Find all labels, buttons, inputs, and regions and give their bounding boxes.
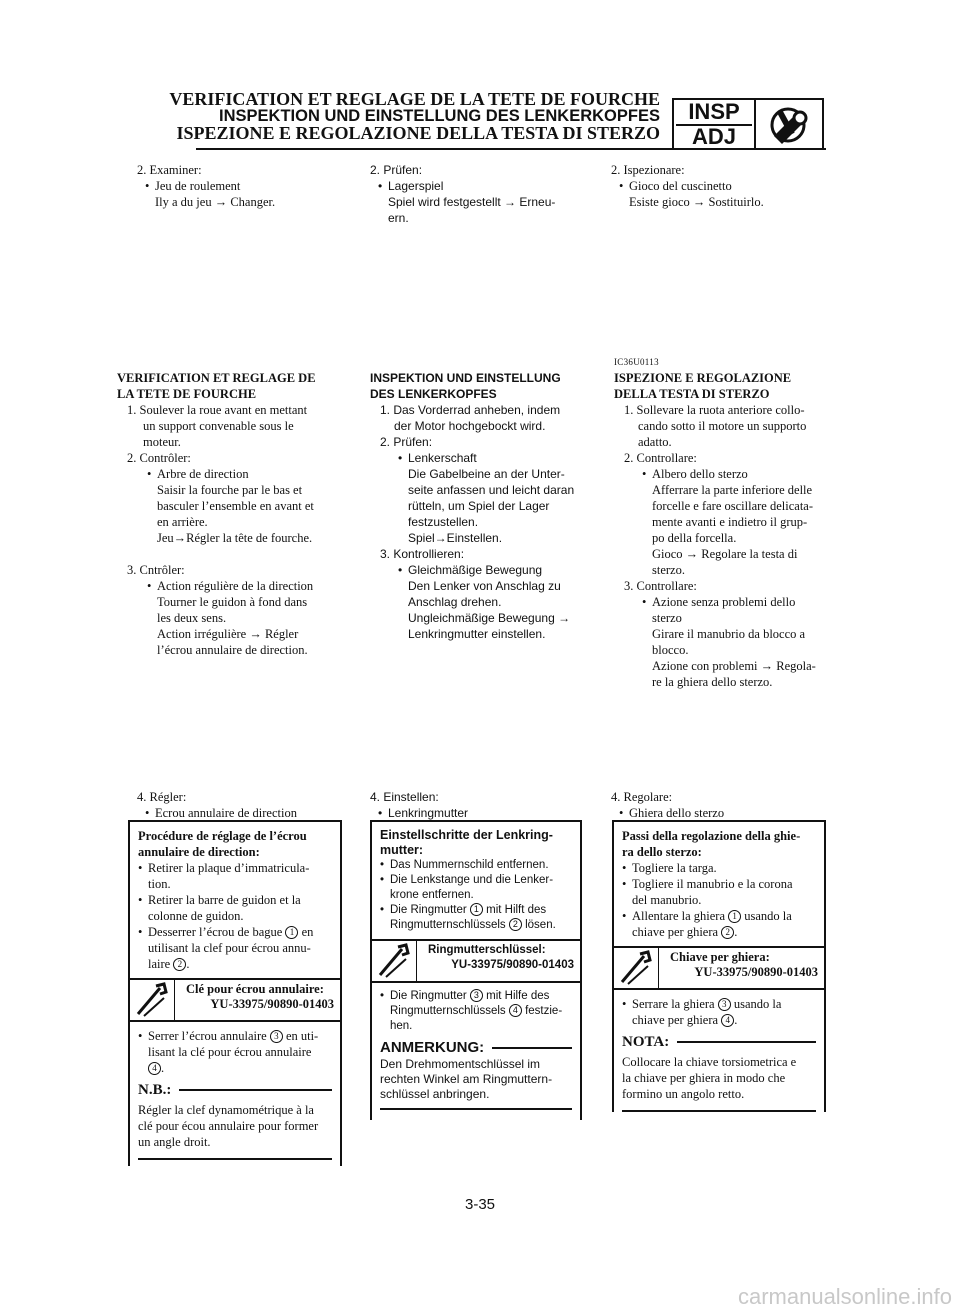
- fr-line: moteur.: [143, 435, 181, 449]
- fr-line: l’écrou annulaire de direction.: [157, 643, 308, 657]
- fr-line: 1. Soulever la roue avant en mettant: [127, 403, 308, 417]
- fr-line: basculer l’ensemble en avant et: [157, 499, 314, 513]
- de-box-item: • Die Lenkstange und die Lenker-: [390, 873, 572, 888]
- badge-insp: INSP: [676, 100, 752, 126]
- it-line: Afferrare la parte inferiore delle: [652, 483, 813, 497]
- de-note-line: schlüssel anbringen.: [380, 1087, 490, 1101]
- de-box-after-line: Ringmutternschlüssels: [390, 1005, 506, 1017]
- de-line: seite anfassen und leicht daran: [408, 483, 575, 497]
- title-french: VERIFICATION ET REGLAGE DE LA TETE DE FOURCHE: [169, 89, 660, 109]
- fr-line: les deux sens.: [157, 611, 227, 625]
- it-step2: [611, 162, 826, 210]
- fr-box-item: laire: [148, 957, 171, 971]
- fr-note-heading: [138, 1082, 332, 1098]
- de-box-title: mutter:: [380, 843, 424, 857]
- it-box-item: del manubrio.: [632, 893, 702, 907]
- fr-line: Tourner le guidon à fond dans: [157, 595, 308, 609]
- it-step2-action: Esiste gioco → Sostituirlo.: [629, 195, 764, 209]
- wrench-icon: [372, 941, 417, 981]
- de-box-after-line: mit Hilfe des: [486, 990, 550, 1002]
- fr-tool-name: Clé pour écrou annulaire:: [186, 982, 324, 996]
- callout-2: 2: [721, 926, 734, 939]
- it-note-label: NOTA:: [622, 1034, 670, 1050]
- de-line: Anschlag drehen.: [408, 595, 502, 609]
- it-box-item: usando la: [744, 909, 792, 923]
- de-line: Die Gabelbeine an der Unter-: [408, 467, 565, 481]
- it-box-title: ra dello sterzo:: [622, 845, 702, 859]
- fr-line: Action irrégulière → Régler: [157, 627, 299, 641]
- de-section-title: [370, 370, 585, 402]
- fr-step2-item: • Jeu de roulement: [155, 178, 347, 194]
- it-line: 2. Controllare:: [624, 451, 697, 465]
- callout-4: 4: [148, 1062, 161, 1075]
- it-title-line: ISPEZIONE E REGOLAZIONE: [614, 371, 792, 385]
- callout-2: 2: [509, 918, 522, 931]
- it-note-rule: [622, 1110, 816, 1112]
- fr-line: 3. Cntrôler:: [127, 563, 185, 577]
- de-line: festzustellen.: [408, 515, 479, 529]
- de-step2-item: • Lagerspiel: [388, 178, 580, 194]
- it-line: 3. Controllare:: [624, 579, 697, 593]
- fr-note-line: clé pour écou annulaire pour former: [138, 1119, 319, 1133]
- de-box-after: [372, 983, 580, 1116]
- callout-1: 1: [470, 903, 483, 916]
- it-line: Girare il manubrio da blocco a: [652, 627, 806, 641]
- it-box-item: • Togliere il manubrio e la corona: [632, 876, 816, 892]
- fr-box-title: annulaire de direction:: [138, 845, 260, 859]
- it-step4-item: • Ghiera dello sterzo: [629, 805, 826, 821]
- it-line: sterzo: [652, 611, 682, 625]
- de-step2-action: ern.: [388, 211, 409, 225]
- fr-tool-number: YU-33975/90890-01403: [210, 997, 334, 1011]
- it-line: Gioco → Regolare la testa di: [652, 547, 798, 561]
- fr-step2-head: 2. Examiner:: [137, 163, 202, 177]
- fr-line: en arrière.: [157, 515, 208, 529]
- it-box-after-line: Serrare la ghiera: [632, 997, 715, 1011]
- de-line: 1. Das Vorderrad anheben, indem: [380, 403, 561, 417]
- it-procedure-box: [612, 820, 826, 1112]
- de-tool-name: Ringmutterschlüssel:: [428, 944, 546, 956]
- it-line: • Azione senza problemi dello: [652, 594, 828, 610]
- de-line: Ungleichmäßige Bewegung →: [408, 611, 571, 625]
- de-box-item: krone entfernen.: [390, 889, 474, 901]
- fr-line: • Arbre de direction: [157, 466, 343, 482]
- callout-1: 1: [728, 910, 741, 923]
- callout-3: 3: [718, 998, 731, 1011]
- it-box-item: chiave per ghiera: [632, 925, 719, 939]
- fr-box-item: colonne de guidon.: [148, 909, 244, 923]
- it-box-after-line: usando la: [733, 997, 782, 1011]
- fr-tool-row: [130, 978, 340, 1022]
- de-note-line: Den Drehmomentschlüssel im: [380, 1057, 541, 1071]
- fr-box-steps: Procédure de réglage de l’écrou annulaire de direction: • Retirer la plaque d’immatricula- tion. • Retirer la barre de guidon et la colonne de guidon. • Desserrer l’écrou de bague 1 en utilisant la clef pour écrou annu- laire 2 .: [130, 822, 340, 978]
- de-title-line: DES LENKERKOPFES: [370, 387, 497, 401]
- watermark: carmanualsonline.info: [737, 1284, 952, 1309]
- fr-box-after-line: lisant la clé pour écrou annulaire: [148, 1045, 312, 1059]
- de-step2-action: Spiel wird festgestellt → Erneu-: [388, 195, 556, 209]
- it-line: mente avanti e indietro il grup-: [652, 515, 808, 529]
- wrench-tools-icon: [766, 104, 814, 146]
- it-note-line: Collocare la chiave torsiometrica e: [622, 1055, 797, 1069]
- de-box-after-line: festzie-: [525, 1005, 563, 1017]
- de-box-item: Ringmutternschlüssels: [390, 919, 506, 931]
- fr-line: un support convenable sous le: [143, 419, 294, 433]
- fr-note-rule: [138, 1158, 332, 1160]
- de-line: rütteln, um Spiel der Lager: [408, 499, 550, 513]
- fr-procedure-box: [128, 820, 342, 1166]
- it-line: re la ghiera dello sterzo.: [652, 675, 773, 689]
- it-box-steps: Passi della regolazione della ghie- ra dello sterzo: • Togliere la targa. • Togliere il manubrio e la corona del manubrio. • Allentare la ghiera 1 usando la chiave per ghiera 2 .: [614, 822, 824, 946]
- de-line: der Motor hochgebockt wird.: [394, 419, 546, 433]
- callout-2: 2: [173, 958, 186, 971]
- de-line: 3. Kontrollieren:: [380, 547, 465, 561]
- de-procedure: [380, 402, 585, 642]
- fr-step4-item: • Ecrou annulaire de direction: [155, 805, 347, 821]
- de-step4: [370, 789, 580, 821]
- callout-1: 1: [285, 926, 298, 939]
- fr-note-label: N.B.:: [138, 1082, 172, 1098]
- fr-line: Saisir la fourche par le bas et: [157, 483, 303, 497]
- badge-adj: ADJ: [691, 124, 736, 149]
- de-box-after-line: Die Ringmutter: [390, 990, 467, 1002]
- it-tool-name: Chiave per ghiera:: [670, 950, 770, 964]
- fr-title-line: VERIFICATION ET REGLAGE DE: [117, 371, 316, 385]
- de-box-item: mit Hilft des: [486, 904, 547, 916]
- it-section-title: [614, 370, 829, 402]
- de-step4-head: 4. Einstellen:: [370, 790, 439, 804]
- fr-step2-action: Ily a du jeu → Changer.: [155, 195, 276, 209]
- it-step4: [611, 789, 826, 821]
- de-step4-item: • Lenkringmutter: [388, 805, 580, 821]
- wrench-icon: [130, 980, 175, 1020]
- it-note-line: formino un angolo retto.: [622, 1087, 745, 1101]
- page-number: 3-35: [464, 1196, 496, 1213]
- de-box-after-line: hen.: [390, 1020, 413, 1032]
- it-line: adatto.: [638, 435, 672, 449]
- fr-box-item: • Retirer la barre de guidon et la: [148, 892, 332, 908]
- de-line: 2. Prüfen:: [380, 435, 433, 449]
- it-section-code: IC36U0113: [614, 357, 659, 367]
- de-line: Den Lenker von Anschlag zu: [408, 579, 561, 593]
- fr-title-line: LA TETE DE FOURCHE: [117, 387, 257, 401]
- it-box-title: Passi della regolazione della ghie-: [622, 829, 801, 843]
- it-line: cando sotto il motore un supporto: [638, 419, 807, 433]
- de-box-item: Die Ringmutter: [390, 904, 467, 916]
- badge-divider: [754, 100, 756, 148]
- it-note-line: la chiave per ghiera in modo che: [622, 1071, 786, 1085]
- fr-box-after: • Serrer l’écrou annulaire 3 en uti- lisant la clé pour écrou annulaire 4 . N.B.: Régler la clef dynamométrique à la clé pour écou annulaire pour former un angle droit.: [130, 1022, 340, 1166]
- de-tool-row: [372, 939, 580, 983]
- fr-step4-head: 4. Régler:: [137, 790, 187, 804]
- insp-adj-badge: [672, 98, 824, 150]
- it-step2-item: • Gioco del cuscinetto: [629, 178, 826, 194]
- de-box-title: Einstellschritte der Lenkring-: [380, 828, 553, 842]
- it-line: sterzo.: [652, 563, 685, 577]
- de-line: • Lenkerschaft: [408, 450, 585, 466]
- it-procedure: [624, 402, 828, 690]
- de-line: Spiel→Einstellen.: [408, 531, 503, 545]
- de-line: Lenkringmutter einstellen.: [408, 627, 546, 641]
- fr-box-item: • Retirer la plaque d’immatricula-: [148, 860, 332, 876]
- de-procedure-box: [370, 820, 582, 1120]
- title-german: INSPEKTION UND EINSTELLUNG DES LENKERKOPFES: [219, 107, 660, 125]
- callout-3: 3: [270, 1030, 283, 1043]
- fr-box-after-line: en uti-: [285, 1029, 319, 1043]
- fr-box-title: Procédure de réglage de l’écrou: [138, 829, 307, 843]
- fr-box-item: tion.: [148, 877, 171, 891]
- it-line: po della forcella.: [652, 531, 737, 545]
- fr-step2: [137, 162, 347, 210]
- fr-box-item: Desserrer l’écrou de bague: [148, 925, 283, 939]
- callout-4: 4: [509, 1004, 522, 1017]
- de-tool-number: YU-33975/90890-01403: [451, 959, 574, 971]
- fr-procedure: [127, 402, 343, 658]
- it-box-after-line: chiave per ghiera: [632, 1013, 719, 1027]
- it-line: Azione con problemi → Regola-: [652, 659, 816, 673]
- de-note-heading: [380, 1040, 572, 1055]
- it-line: • Albero dello sterzo: [652, 466, 828, 482]
- it-step2-head: 2. Ispezionare:: [611, 163, 685, 177]
- it-tool-number: YU-33975/90890-01403: [694, 965, 818, 979]
- de-line: • Gleichmäßige Bewegung: [408, 562, 585, 578]
- it-line: forcelle e fare oscillare delicata-: [652, 499, 813, 513]
- de-step2: [370, 162, 580, 226]
- it-box-item: • Togliere la targa.: [632, 860, 816, 876]
- callout-3: 3: [470, 989, 483, 1002]
- fr-note-line: Régler la clef dynamométrique à la: [138, 1103, 314, 1117]
- fr-note-line: un angle droit.: [138, 1135, 211, 1149]
- fr-step4: [137, 789, 347, 821]
- title-italian: ISPEZIONE E REGOLAZIONE DELLA TESTA DI STERZO: [176, 123, 660, 143]
- it-tool-row: [614, 946, 824, 990]
- it-title-line: DELLA TESTA DI STERZO: [614, 387, 770, 401]
- de-step2-head: 2. Prüfen:: [370, 163, 423, 177]
- it-box-after: • Serrare la ghiera 3 usando la chiave per ghiera 4 . NOTA: Collocare la chiave torsiometrica e la chiave per ghiera in modo che formino un angolo retto.: [614, 990, 824, 1118]
- de-box-steps: [372, 822, 580, 939]
- de-note-rule: [380, 1108, 572, 1110]
- wrench-icon: [614, 948, 659, 988]
- callout-4: 4: [721, 1014, 734, 1027]
- it-box-item: Allentare la ghiera: [632, 909, 726, 923]
- fr-line: • Action régulière de la direction: [157, 578, 343, 594]
- fr-box-item: en: [301, 925, 314, 939]
- fr-box-after-line: Serrer l’écrou annulaire: [148, 1029, 267, 1043]
- de-box-item: lösen.: [525, 919, 556, 931]
- fr-line: Jeu→Régler la tête de fourche.: [157, 531, 313, 545]
- de-note-label: ANMERKUNG:: [380, 1039, 485, 1056]
- it-line: 1. Sollevare la ruota anteriore collo-: [624, 403, 805, 417]
- de-title-line: INSPEKTION UND EINSTELLUNG: [370, 371, 561, 385]
- de-note-line: rechten Winkel am Ringmuttern-: [380, 1072, 553, 1086]
- fr-line: 2. Contrôler:: [127, 451, 191, 465]
- it-line: blocco.: [652, 643, 689, 657]
- fr-box-item: utilisant la clef pour écrou annu-: [148, 941, 311, 955]
- fr-section-title: [117, 370, 347, 402]
- de-box-item: • Das Nummernschild entfernen.: [390, 858, 572, 873]
- it-note-heading: [622, 1034, 816, 1050]
- it-step4-head: 4. Regolare:: [611, 790, 673, 804]
